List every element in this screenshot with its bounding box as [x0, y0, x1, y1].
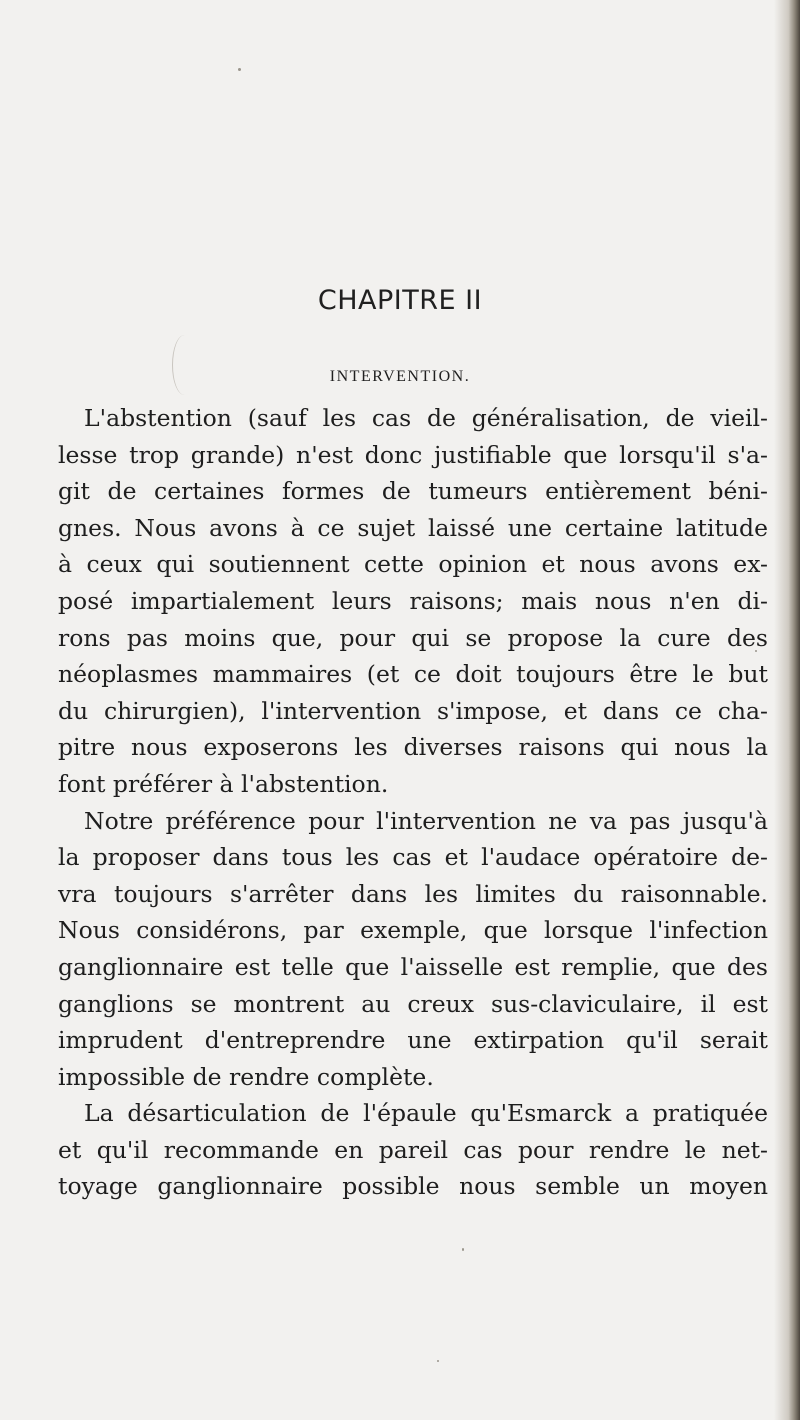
text-line: rons pas moins que, pour qui se propose la cure des	[58, 623, 768, 652]
text-line: du chirurgien), l'intervention s'impose, et dans ce cha-	[58, 696, 768, 725]
text-line: toyage ganglionnaire possible nous semble un moyen	[58, 1172, 768, 1201]
text-line: git de certaines formes de tumeurs entièrement béni-	[58, 477, 768, 506]
text-line: Nous considérons, par exemple, que lorsque l'infection	[58, 916, 768, 945]
text-line: ganglions se montrent au creux sus-claviculaire, il est	[58, 989, 768, 1018]
text-line: et qu'il recommande en pareil cas pour rendre le net-	[58, 1135, 768, 1164]
text-line: posé impartialement leurs raisons; mais nous n'en di-	[58, 586, 768, 615]
text-line: gnes. Nous avons à ce sujet laissé une certaine latitude	[58, 513, 768, 542]
paper-speck	[437, 1360, 439, 1362]
text-line: ganglionnaire est telle que l'aisselle est remplie, que des	[58, 952, 768, 981]
text-line: L'abstention (sauf les cas de généralisation, de vieil-	[84, 404, 768, 432]
text-line: La désarticulation de l'épaule qu'Esmarck a pratiquée	[84, 1099, 768, 1128]
chapter-title: CHAPITRE II	[317, 285, 483, 316]
text-line: Notre préférence pour l'intervention ne va pas jusqu'à	[84, 806, 768, 835]
page-edge-shadow	[774, 0, 800, 1420]
text-line: pitre nous exposerons les diverses raisons qui nous la	[58, 733, 768, 762]
text-line: à ceux qui soutiennent cette opinion et nous avons ex-	[58, 550, 768, 579]
paper-speck	[462, 1248, 464, 1251]
text-line: la proposer dans tous les cas et l'audace opératoire de-	[58, 843, 768, 872]
body-text	[58, 400, 768, 1205]
pencil-mark	[172, 335, 197, 395]
text-line: imprudent d'entreprendre une extirpation qu'il serait	[58, 1026, 768, 1055]
text-line: néoplasmes mammaires (et ce doit toujours être le but	[58, 660, 768, 689]
text-line: impossible de rendre complète.	[58, 1062, 434, 1091]
text-line: font préférer à l'abstention.	[58, 769, 389, 798]
text-line: vra toujours s'arrêter dans les limites du raisonnable.	[58, 879, 768, 908]
text-line: lesse trop grande) n'est donc justifiable que lorsqu'il s'a-	[58, 440, 768, 469]
paper-speck	[238, 68, 241, 71]
section-title: INTERVENTION.	[329, 368, 471, 385]
